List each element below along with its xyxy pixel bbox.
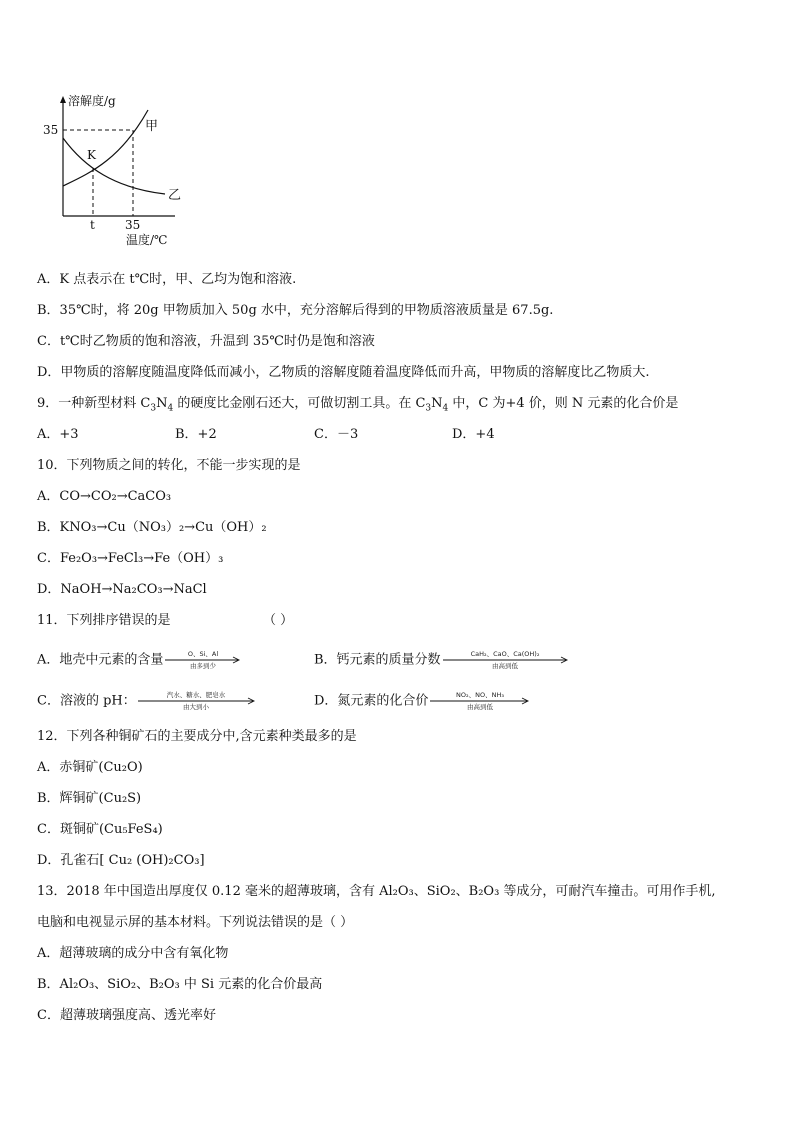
arrow-d-top: NO₂、NO、NH₃	[456, 691, 505, 699]
arrow-c-bottom: 由大到小	[182, 703, 209, 711]
q13-stem-line1: 13．2018 年中国造出厚度仅 0.12 毫米的超薄玻璃，含有 Al₂O₃、SiO₂、B₂O₃ 等成分，可耐汽车撞击。可用作手机,	[37, 884, 716, 899]
y-tick-35: 35	[43, 123, 59, 137]
point-k-label: K	[87, 148, 96, 162]
q11-option-c: C．溶液的 pH： 汽水、糖水、肥皂水 由大到小	[37, 690, 256, 712]
q13-stem-line2: 电脑和电视显示屏的基本材料。下列说法错误的是（ ）	[37, 915, 354, 930]
q12-option-a: A．赤铜矿(Cu₂O)	[37, 760, 143, 775]
arrow-c	[138, 690, 256, 712]
x-axis-label: 温度/℃	[126, 233, 168, 247]
arrow-d-bottom: 由高到低	[467, 703, 494, 711]
q8-option-b: B．35℃时，将 20g 甲物质加入 50g 水中，充分溶解后得到的甲物质溶液质量是 67.5g.	[37, 303, 554, 318]
q9-option-a: A．+3	[37, 427, 79, 442]
q10-option-a: A．CO→CO₂→CaCO₃	[37, 489, 172, 504]
solubility-figure	[30, 88, 200, 248]
curve-yi	[63, 138, 165, 194]
q10-option-d: D．NaOH→Na₂CO₃→NaCl	[37, 582, 207, 597]
q9-option-d: D．+4	[452, 427, 495, 442]
y-axis-arrow	[60, 96, 66, 103]
q11-stem: 11．下列排序错误的是	[37, 613, 171, 628]
q12-option-d: D．孔雀石[ Cu₂ (OH)₂CO₃]	[37, 853, 205, 868]
q11-answer-paren: （ ）	[263, 613, 294, 628]
solubility-chart	[30, 88, 200, 248]
q12-stem: 12．下列各种铜矿石的主要成分中,含元素种类最多的是	[37, 729, 357, 744]
arrow-d	[430, 690, 530, 712]
arrow-a-bottom: 由多到少	[190, 662, 217, 670]
arrow-c-top: 汽水、糖水、肥皂水	[166, 691, 225, 699]
q8-option-c: C．t℃时乙物质的饱和溶液，升温到 35℃时仍是饱和溶液	[37, 334, 375, 349]
arrow-b	[443, 649, 569, 671]
y-axis-label: 溶解度/g	[68, 94, 116, 108]
q11-option-a: A．地壳中元素的含量 O、Si、Al 由多到少	[37, 649, 241, 671]
q11-option-d: D．氮元素的化合价 NO₂、NO、NH₃ 由高到低	[314, 690, 530, 712]
q8-option-a: A．K 点表示在 t℃时，甲、乙均为饱和溶液.	[37, 272, 297, 287]
q12-option-b: B．辉铜矿(Cu₂S)	[37, 791, 142, 806]
q13-option-b: B．Al₂O₃、SiO₂、B₂O₃ 中 Si 元素的化合价最高	[37, 977, 323, 992]
q9-option-c: C．－3	[314, 427, 359, 442]
curve-jia	[63, 110, 148, 186]
arrow-a-top: O、Si、Al	[188, 650, 219, 658]
q8-option-d: D．甲物质的溶解度随温度降低而减小，乙物质的溶解度随着温度降低而升高，甲物质的溶解度比乙物质大.	[37, 365, 650, 380]
q10-option-c: C．Fe₂O₃→FeCl₃→Fe（OH）₃	[37, 551, 224, 566]
q10-option-b: B．KNO₃→Cu（NO₃）₂→Cu（OH）₂	[37, 520, 267, 535]
q10-stem: 10．下列物质之间的转化，不能一步实现的是	[37, 458, 301, 473]
q9-stem: 9．一种新型材料 $C_3N_4$ 的硬度比金刚石还大，可做切割工具。在 $C_3N_4$ 中，C 为+4 价，则 N 元素的化合价是	[37, 396, 679, 414]
x-tick-t: t	[90, 218, 95, 232]
x-tick-35: 35	[125, 218, 141, 232]
arrow-b-bottom: 由高到低	[491, 662, 518, 670]
q13-option-c: C．超薄玻璃强度高、透光率好	[37, 1008, 216, 1023]
curve-jia-label: 甲	[145, 119, 159, 134]
q12-option-c: C．斑铜矿(Cu₅FeS₄)	[37, 822, 163, 837]
curve-yi-label: 乙	[168, 188, 182, 203]
q9-option-b: B．+2	[175, 427, 217, 442]
arrow-a	[165, 649, 241, 671]
arrow-b-top: CaH₂、CaO、Ca(OH)₂	[470, 650, 539, 658]
q11-option-b: B．钙元素的质量分数 CaH₂、CaO、Ca(OH)₂ 由高到低	[314, 649, 569, 671]
q13-option-a: A．超薄玻璃的成分中含有氧化物	[37, 946, 229, 961]
